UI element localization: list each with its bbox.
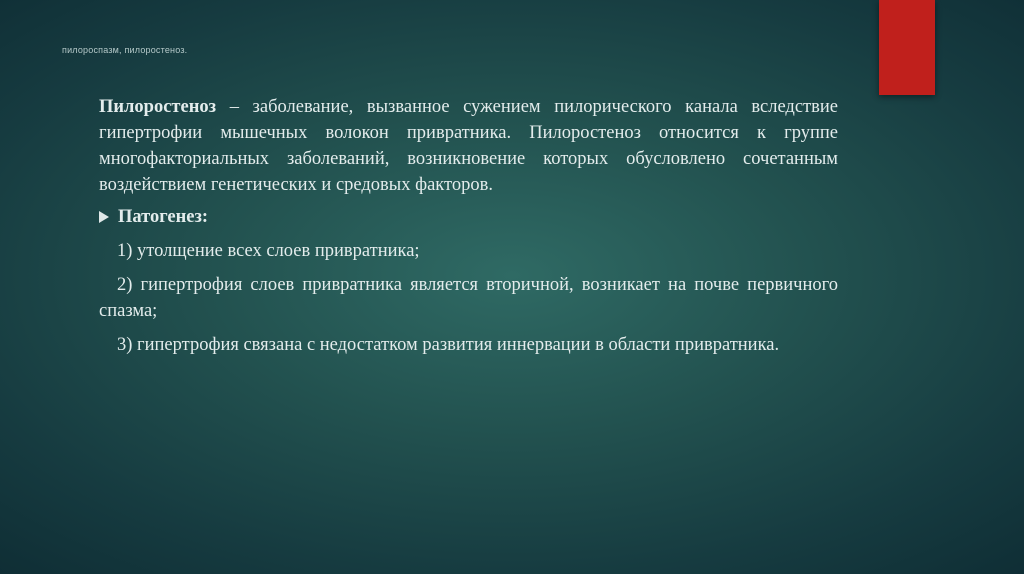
pathogenesis-label: Патогенез:	[118, 207, 209, 227]
slide-content	[99, 94, 838, 366]
pathogenesis-item-2: 2) гипертрофия слоев привратника является вторичной, возникает на почве первичного спазма;	[99, 275, 838, 321]
intro-text: – заболевание, вызванное сужением пилорического канала вследствие гипертрофии мышечных волокон привратника. Пилоростеноз относится к группе многофакториальных заболеваний, возникновение которых обусловлено сочетанным воздействием генетических и средовых факторов.	[99, 97, 838, 195]
slide-header-title: пилороспазм, пилоростеноз.	[62, 45, 188, 55]
red-accent-bar	[879, 0, 935, 95]
intro-paragraph	[99, 94, 838, 198]
pathogenesis-bullet	[99, 204, 838, 230]
triangle-right-icon	[99, 211, 109, 223]
intro-term: Пилоростеноз	[99, 97, 217, 117]
pathogenesis-item-1: 1) утолщение всех слоев привратника;	[117, 241, 420, 261]
pathogenesis-item-3: 3) гипертрофия связана с недостатком развития иннервации в области привратника.	[117, 335, 780, 355]
